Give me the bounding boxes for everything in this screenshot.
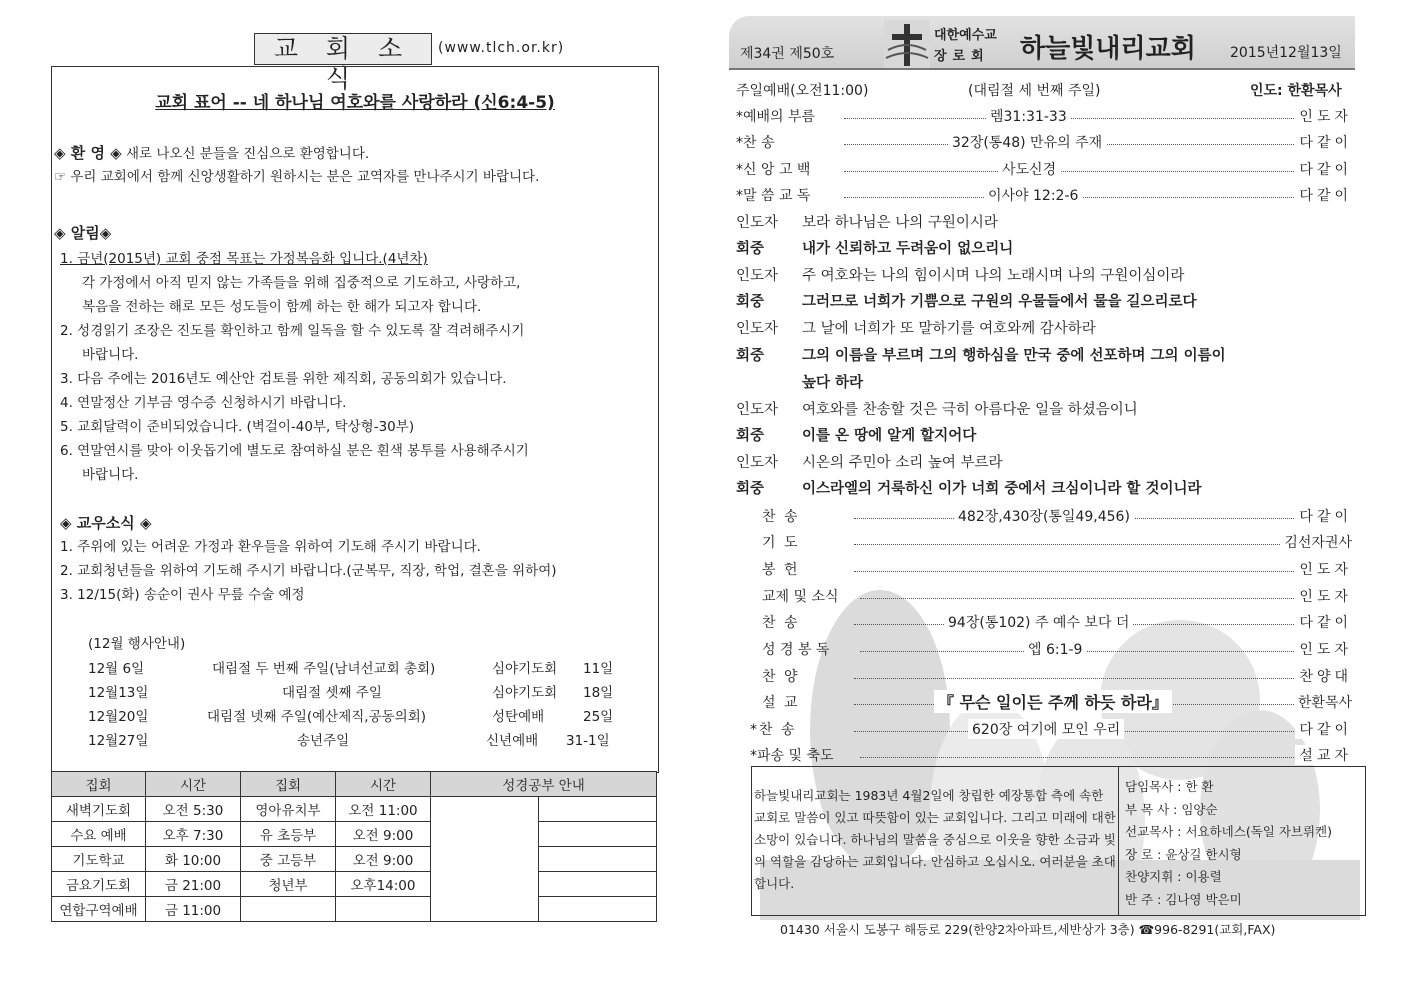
order-role: 다같이 [1295, 159, 1352, 179]
order-label: 찬 양 [762, 669, 800, 685]
event-name: 대림절 셋째 주일 [282, 685, 382, 701]
pastoral-item: 1. 주위에 있는 어려운 가정과 환우들을 위하여 기도해 주시기 바랍니다. [60, 539, 481, 555]
order-item [736, 715, 1352, 741]
meeting-schedule-table [51, 771, 657, 922]
reader-role: 회중 [736, 481, 765, 497]
bible-study-cell [539, 822, 657, 847]
notice-item: 2. 성경읽기 조장은 진도를 확인하고 함께 일독을 할 수 있도록 잘 격려해주시기 [60, 323, 525, 339]
dotted-leader [844, 197, 1344, 198]
reading-text: 보라 하나님은 나의 구원이시라 [802, 215, 998, 231]
order-item [736, 662, 1352, 688]
reader-role: 인도자 [736, 268, 779, 284]
order-role: 인도자 [1295, 586, 1352, 606]
table-header-row [52, 772, 657, 797]
dotted-leader [844, 118, 1344, 119]
notice-item: 복음을 전하는 해로 모든 성도들이 함께 하는 한 해가 되고자 합니다. [82, 299, 482, 315]
service-leader: 인도: 한환목사 [1250, 83, 1342, 99]
table-cell: 오후 7:30 [146, 822, 241, 847]
column-header: 시간 [336, 772, 431, 797]
order-role: 인도자 [1295, 106, 1352, 126]
events-heading: (12월 행사안내) [88, 636, 186, 652]
church-name: 하늘빛내리교회 [1020, 34, 1196, 64]
table-row [52, 822, 657, 847]
responsive-line [736, 264, 1184, 285]
event-day: 11일 [583, 661, 614, 677]
order-item [736, 688, 1352, 714]
dotted-leader [854, 571, 1344, 572]
table-row [52, 797, 657, 822]
church-website[interactable]: (www.tlch.or.kr) [438, 40, 565, 56]
order-label: 교제 및 소식 [762, 589, 839, 605]
table-cell: 금요기도회 [52, 872, 146, 897]
order-item [736, 555, 1352, 581]
column-header: 집회 [241, 772, 336, 797]
event-name: 송년주일 [297, 733, 350, 749]
responsive-line [736, 451, 1003, 472]
table-cell: 청년부 [241, 872, 336, 897]
reader-role: 인도자 [736, 215, 779, 231]
bulletin-date: 2015년12월13일 [1230, 45, 1342, 61]
order-label: *찬 송 [736, 135, 775, 151]
notice-item: 바랍니다. [82, 467, 139, 483]
order-item [736, 608, 1352, 634]
notice-item: 4. 연말정산 기부금 영수증 신청하시기 바랍니다. [60, 395, 347, 411]
denomination-line1: 대한예수교 [934, 28, 997, 43]
welcome-section [54, 141, 369, 166]
order-role: 인도자 [1295, 559, 1352, 579]
responsive-line [736, 211, 998, 232]
responsive-line [736, 317, 1096, 338]
order-content: 620장 여기에 모인 우리 [968, 719, 1124, 739]
welcome-note: ☞ 우리 교회에서 함께 신앙생활하기 원하시는 분은 교역자를 만나주시기 바랍니다. [54, 169, 540, 185]
bible-study-cell [539, 847, 657, 872]
reader-role: 인도자 [736, 402, 779, 418]
column-header: 성경공부 안내 [431, 772, 657, 797]
notice-item: 5. 교회달력이 준비되었습니다. (벽걸이-40부, 탁상형-30부) [60, 419, 415, 435]
table-cell: 기도학교 [52, 847, 146, 872]
volume-number: 제34권 제50호 [740, 46, 835, 62]
responsive-line [736, 398, 1138, 419]
reading-text: 이를 온 땅에 알게 할지어다 [802, 428, 977, 444]
event-day: 18일 [583, 685, 614, 701]
bible-study-cell [539, 797, 657, 822]
table-cell: 화 10:00 [146, 847, 241, 872]
notice-item: 3. 다음 주에는 2016년도 예산안 검토를 위한 제직회, 공동의회가 있습니다. [60, 371, 507, 387]
order-role: 다같이 [1295, 132, 1352, 152]
table-row [52, 872, 657, 897]
notice-item: 1. 금년(2015년) 교회 중점 목표는 가정복음화 입니다.(4년차) [60, 251, 428, 267]
dotted-leader [854, 678, 1344, 679]
pastoral-list [60, 535, 557, 607]
reader-role: 회중 [736, 241, 765, 257]
order-item [736, 128, 1352, 154]
responsive-line [736, 477, 1202, 498]
order-content: 32장(통48) 만유의 주재 [948, 132, 1106, 152]
order-role: 다같이 [1295, 612, 1352, 632]
order-content: 이사야 12:2-6 [984, 185, 1082, 205]
order-item [736, 181, 1352, 207]
notices-list [60, 247, 529, 487]
pastoral-heading: ◈ 교우소식 ◈ [60, 514, 152, 532]
table-cell: 오전 9:00 [336, 822, 431, 847]
order-item [736, 102, 1352, 128]
church-address: 01430 서울시 도봉구 해등로 229(한양2차아파트,세반상가 3층) ☎996-8291(교회,FAX) [780, 922, 1276, 937]
order-item [736, 582, 1352, 608]
order-item [736, 155, 1352, 181]
bible-study-cell [539, 872, 657, 897]
table-row [52, 847, 657, 872]
order-label: 설 교 [762, 695, 800, 711]
staff-list [1125, 776, 1332, 911]
pastoral-item: 2. 교회청년들을 위하여 기도해 주시기 바랍니다.(군복무, 직장, 학업, 결혼을 위하여) [60, 563, 557, 579]
table-cell: 오전 11:00 [336, 797, 431, 822]
table-cell: 오전 9:00 [336, 847, 431, 872]
responsive-line [736, 237, 1013, 258]
reading-text: 여호와를 찬송할 것은 극히 아름다운 일을 하셨음이니 [802, 402, 1138, 418]
event-extra: 심야기도회 [492, 661, 558, 677]
cross-logo-icon [884, 20, 930, 68]
table-cell: 금 21:00 [146, 872, 241, 897]
order-item [736, 528, 1352, 554]
reading-text: 높다 하라 [802, 375, 864, 391]
event-date: 12월27일 [88, 733, 149, 749]
notice-item: 6. 연말연시를 맞아 이웃돕기에 별도로 참여하실 분은 흰색 봉투를 사용해주시기 [60, 443, 529, 459]
order-label: *파송 및 축도 [750, 748, 834, 764]
order-role: 인도자 [1295, 639, 1352, 659]
order-item [736, 502, 1352, 528]
table-cell [241, 897, 336, 922]
order-label: *신 앙 고 백 [736, 162, 811, 178]
order-label: 기 도 [762, 535, 800, 551]
sermon-title: 『 무슨 일이든 주께 하듯 하라』 [934, 690, 1172, 713]
order-role: 설교자 [1295, 745, 1352, 765]
event-extra: 신년예배 [486, 733, 539, 749]
church-introduction: 하늘빛내리교회는 1983년 4월2일에 창립한 예장통합 측에 속한 교회로 말씀이 있고 따뜻함이 있는 교회입니다. 그리고 미래에 대한 소망이 있습니다. 하나님의 말씀을 중심으로 이웃을 향한 소금과 빛의 역할을 감당하는 교회입니다. 안심하고 오십시오. 여러분을 초대합니다. [754, 788, 1116, 891]
reading-text: 시온의 주민아 소리 높여 부르라 [802, 455, 1003, 471]
reading-text: 그 날에 너희가 또 말하기를 여호와께 감사하라 [802, 321, 1096, 337]
order-role: 찬양대 [1295, 666, 1352, 686]
event-date: 12월 6일 [88, 661, 145, 677]
event-name: 대림절 두 번째 주일(남녀선교회 총회) [212, 661, 436, 677]
order-label: 성 경 봉 독 [762, 642, 830, 658]
table-cell: 영아유치부 [241, 797, 336, 822]
responsive-line [736, 371, 863, 392]
reading-text: 내가 신뢰하고 두려움이 없으리니 [802, 241, 1014, 257]
order-content: 사도신경 [998, 159, 1060, 179]
order-content: 엡 6:1-9 [1024, 639, 1086, 659]
table-cell: 유 초등부 [241, 822, 336, 847]
news-section-title: 교 회 소 식 [254, 33, 432, 65]
event-date: 12월20일 [88, 709, 149, 725]
order-content: 렘31:31-33 [986, 106, 1071, 126]
service-week: (대림절 세 번째 주일) [968, 83, 1101, 99]
reader-role: 회중 [736, 348, 765, 364]
dotted-leader [844, 171, 1344, 172]
event-day: 31-1일 [566, 733, 610, 749]
dotted-leader [860, 757, 1344, 758]
table-cell: 오전 5:30 [146, 797, 241, 822]
event-extra: 심야기도회 [492, 685, 558, 701]
notice-item: 각 가정에서 아직 믿지 않는 가족들을 위해 집중적으로 기도하고, 사랑하고, [82, 275, 521, 291]
order-content: 94장(통102) 주 예수 보다 더 [944, 612, 1133, 632]
table-cell: 새벽기도회 [52, 797, 146, 822]
table-cell [336, 897, 431, 922]
order-content: 482장,430장(통일49,456) [954, 506, 1134, 526]
staff-line: 반 주 : 김나영 박은미 [1125, 891, 1242, 907]
order-label: *말 씀 교 독 [736, 188, 811, 204]
reading-text: 그의 이름을 부르며 그의 행하심을 만국 중에 선포하며 그의 이름이 [802, 348, 1226, 364]
order-item [736, 635, 1352, 661]
column-header: 시간 [146, 772, 241, 797]
column-header: 집회 [52, 772, 146, 797]
bible-study-cell [539, 897, 657, 922]
table-cell: 수요 예배 [52, 822, 146, 847]
welcome-text: 새로 나오신 분들을 진심으로 환영합니다. [126, 146, 370, 162]
order-item [736, 741, 1352, 767]
order-label: *예배의 부름 [736, 109, 816, 125]
notice-item: 바랍니다. [82, 347, 139, 363]
event-day: 25일 [583, 709, 614, 725]
staff-line: 찬양지휘 : 이용렬 [1125, 869, 1222, 884]
church-motto: 교회 표어 -- 네 하나님 여호와를 사랑하라 (신6:4-5) [155, 93, 555, 113]
order-role: 한환목사 [1294, 692, 1352, 712]
responsive-line [736, 344, 1226, 365]
denomination-line2: 장로회 [934, 49, 990, 64]
staff-line: 선교목사 : 서요하네스(독일 자브뤼켄) [1125, 824, 1333, 839]
welcome-heading: ◈ 환 영 ◈ [54, 144, 122, 162]
bible-study-cell [431, 797, 539, 922]
responsive-line [736, 290, 1196, 311]
reading-text: 그러므로 너희가 기쁨으로 구원의 우물들에서 물을 길으리로다 [802, 294, 1197, 310]
reader-role: 회중 [736, 428, 765, 444]
service-title: 주일예배(오전11:00) [736, 83, 869, 99]
order-label: 봉 헌 [762, 562, 800, 578]
table-row [52, 897, 657, 922]
order-label: *찬 송 [750, 722, 797, 738]
order-role: 김선자권사 [1280, 532, 1352, 552]
reader-role: 인도자 [736, 455, 779, 471]
event-date: 12월13일 [88, 685, 149, 701]
dotted-leader [854, 544, 1344, 545]
event-name: 대림절 넷째 주일(예산제직,공동의회) [207, 709, 427, 725]
order-role: 다같이 [1295, 185, 1352, 205]
table-cell: 중 고등부 [241, 847, 336, 872]
reader-role: 회중 [736, 294, 765, 310]
responsive-line [736, 424, 976, 445]
order-role: 다같이 [1295, 719, 1352, 739]
table-cell: 연합구역예배 [52, 897, 146, 922]
reader-role: 인도자 [736, 321, 779, 337]
dotted-leader [860, 598, 1344, 599]
staff-line: 장 로 : 윤상길 한시형 [1125, 846, 1242, 862]
order-label: 찬 송 [762, 509, 800, 525]
staff-line: 부 목 사 : 임양순 [1125, 801, 1218, 817]
order-label: 찬 송 [762, 615, 800, 631]
pastoral-item: 3. 12/15(화) 송순이 권사 무릎 수술 예정 [60, 587, 305, 603]
info-divider [1118, 766, 1119, 915]
dotted-leader [860, 651, 1344, 652]
staff-line: 담임목사 : 한 환 [1125, 779, 1214, 794]
table-cell: 금 11:00 [146, 897, 241, 922]
table-cell: 오후14:00 [336, 872, 431, 897]
reading-text: 이스라엘의 거룩하신 이가 너희 중에서 크심이니라 할 것이니라 [802, 481, 1202, 497]
order-role: 다같이 [1295, 506, 1352, 526]
reading-text: 주 여호와는 나의 힘이시며 나의 노래시며 나의 구원이심이라 [802, 268, 1185, 284]
event-extra: 성탄예배 [492, 709, 545, 725]
notices-heading: ◈ 알림◈ [54, 224, 112, 242]
